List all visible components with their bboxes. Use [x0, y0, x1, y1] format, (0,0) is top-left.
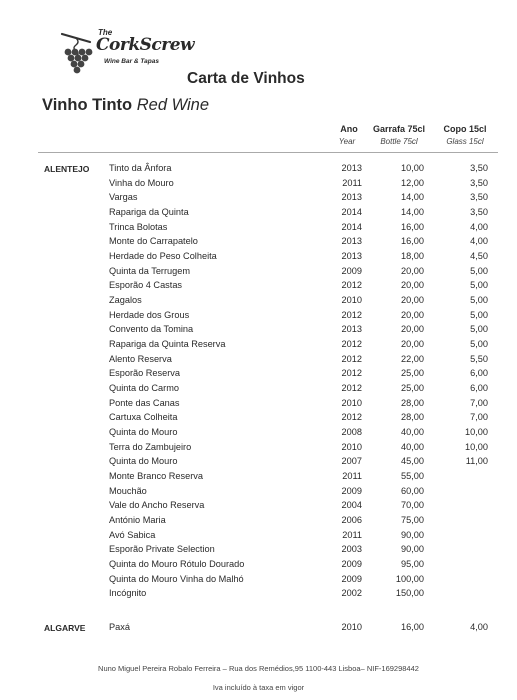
wine-year: 2013 [341, 163, 362, 173]
wine-name: Vale do Ancho Reserva [109, 500, 205, 511]
bottle-price: 60,00 [401, 485, 424, 496]
logo [56, 28, 206, 80]
wine-row [0, 398, 517, 412]
bottle-price: 20,00 [401, 265, 424, 276]
glass-price: 3,50 [470, 207, 488, 217]
wine-row [0, 339, 517, 353]
wine-row [0, 588, 517, 602]
glass-price: 5,00 [470, 295, 488, 306]
wine-row [0, 412, 517, 426]
wine-name: Mouchão [109, 485, 147, 496]
wine-name: Cartuxa Colheita [109, 412, 178, 423]
glass-price: 5,00 [470, 339, 488, 350]
wine-year: 2009 [341, 559, 362, 570]
bottle-price: 40,00 [401, 427, 424, 438]
glass-price: 10,00 [465, 441, 488, 452]
section-title [42, 96, 209, 115]
wine-name: Quinta do Carmo [109, 383, 179, 394]
wine-year: 2012 [341, 280, 362, 291]
wine-row [0, 251, 517, 265]
section-title-en: Red Wine [136, 96, 210, 114]
wine-year: 2014 [341, 207, 362, 217]
logo-name: CorkScrew [96, 35, 195, 55]
bottle-price: 75,00 [401, 515, 424, 526]
header-bottle: Garrafa 75cl [372, 124, 426, 134]
wine-row [0, 622, 517, 636]
logo-subtitle: Wine Bar & Tapas [104, 58, 159, 65]
wine-year: 2012 [341, 353, 362, 364]
wine-year: 2013 [341, 236, 362, 247]
wine-year: 2010 [341, 397, 362, 408]
wine-row [0, 559, 517, 573]
bottle-price: 20,00 [401, 295, 424, 306]
wine-year: 2011 [342, 177, 362, 188]
wine-name: Paxá [109, 622, 130, 632]
wine-row [0, 163, 517, 177]
bottle-price: 22,00 [401, 353, 424, 364]
wine-year: 2013 [341, 192, 362, 203]
glass-price: 6,00 [470, 383, 488, 394]
glass-price: 5,50 [470, 353, 488, 364]
glass-price: 5,00 [470, 265, 488, 276]
wine-name: Tinto da Ânfora [109, 163, 172, 173]
bottle-price: 20,00 [401, 309, 424, 320]
wine-name: Herdade do Peso Colheita [109, 251, 217, 262]
wine-name: Monte do Carrapatelo [109, 236, 198, 247]
bottle-price: 20,00 [401, 339, 424, 350]
section-title-pt: Vinho Tinto [42, 96, 133, 114]
wine-row [0, 442, 517, 456]
bottle-price: 150,00 [395, 588, 424, 599]
glass-price: 3,50 [470, 163, 488, 173]
grapes-corkscrew-icon [56, 28, 98, 80]
wine-row [0, 486, 517, 500]
glass-price: 7,00 [470, 397, 488, 408]
bottle-price: 28,00 [401, 412, 424, 423]
bottle-price: 55,00 [401, 471, 424, 482]
bottle-price: 45,00 [401, 456, 424, 467]
wine-year: 2010 [341, 295, 362, 306]
glass-price: 4,00 [470, 221, 488, 232]
wine-row [0, 383, 517, 397]
wine-name: Esporão 4 Castas [109, 280, 183, 291]
wine-name: Quinta do Mouro [109, 427, 178, 438]
glass-price: 5,00 [470, 324, 488, 335]
wine-name: Esporão Private Selection [109, 544, 215, 555]
bottle-price: 90,00 [401, 544, 424, 555]
wine-name: Convento da Tomina [109, 324, 194, 335]
bottle-price: 18,00 [401, 251, 424, 262]
wine-row [0, 515, 517, 529]
header-glass: Copo 15cl [443, 124, 487, 134]
wine-name: Rapariga da Quinta [109, 207, 189, 217]
wine-name: Quinta do Mouro [109, 456, 178, 467]
wine-row [0, 236, 517, 250]
wine-row [0, 280, 517, 294]
wine-name: Vinha do Mouro [109, 177, 174, 188]
glass-price: 5,00 [470, 309, 488, 320]
footer-vat-note: Iva incluído à taxa em vigor [212, 683, 305, 692]
wine-row [0, 178, 517, 192]
wine-name: António Maria [109, 515, 166, 526]
wine-name: Avó Sabica [109, 529, 156, 540]
wine-name: Incógnito [109, 588, 147, 599]
header-divider [38, 152, 498, 153]
wine-year: 2009 [341, 265, 362, 276]
wine-year: 2010 [341, 622, 362, 632]
region-label: ALENTEJO [44, 164, 90, 174]
bottle-price: 16,00 [401, 622, 424, 632]
bottle-price: 95,00 [401, 559, 424, 570]
bottle-price: 20,00 [401, 280, 424, 291]
wine-name: Terra do Zambujeiro [109, 441, 192, 452]
wine-row [0, 222, 517, 236]
wine-year: 2010 [341, 441, 362, 452]
wine-year: 2009 [341, 485, 362, 496]
wine-name: Herdade dos Grous [109, 309, 190, 320]
bottle-price: 14,00 [401, 192, 424, 203]
glass-price: 11,00 [465, 456, 488, 467]
bottle-price: 25,00 [401, 368, 424, 379]
wine-year: 2013 [341, 251, 362, 262]
wine-row [0, 456, 517, 470]
bottle-price: 16,00 [401, 221, 424, 232]
bottle-price: 90,00 [401, 529, 424, 540]
wine-row [0, 471, 517, 485]
wine-row [0, 574, 517, 588]
wine-row [0, 368, 517, 382]
wine-year: 2011 [342, 529, 362, 540]
logo-the: The [98, 28, 113, 37]
wine-row [0, 266, 517, 280]
bottle-price: 28,00 [401, 397, 424, 408]
wine-year: 2008 [341, 427, 362, 438]
wine-name: Zagalos [109, 295, 142, 306]
bottle-price: 14,00 [401, 207, 424, 217]
wine-name: Alento Reserva [109, 353, 172, 364]
wine-row [0, 295, 517, 309]
wine-name: Quinta do Mouro Rótulo Dourado [109, 559, 245, 570]
wine-row [0, 500, 517, 514]
bottle-price: 25,00 [401, 383, 424, 394]
wine-year: 2012 [341, 383, 362, 394]
region-label: ALGARVE [44, 623, 86, 633]
wine-row [0, 192, 517, 206]
glass-price: 5,00 [470, 280, 488, 291]
wine-name: Quinta do Mouro Vinha do Malhó [109, 573, 244, 584]
bottle-price: 40,00 [401, 441, 424, 452]
header-year: Ano [340, 124, 358, 134]
glass-price: 4,00 [470, 236, 488, 247]
wine-year: 2012 [341, 368, 362, 379]
glass-price: 7,00 [470, 412, 488, 423]
glass-price: 10,00 [465, 427, 488, 438]
wine-row [0, 354, 517, 368]
wine-year: 2002 [341, 588, 362, 599]
wine-year: 2009 [341, 573, 362, 584]
wine-year: 2011 [342, 471, 362, 482]
wine-row [0, 310, 517, 324]
wine-year: 2003 [341, 544, 362, 555]
wine-year: 2006 [341, 515, 362, 526]
wine-name: Vargas [109, 192, 138, 203]
glass-price: 6,00 [470, 368, 488, 379]
wine-name: Monte Branco Reserva [109, 471, 203, 482]
wine-name: Ponte das Canas [109, 397, 180, 408]
wine-year: 2007 [341, 456, 362, 467]
wine-year: 2004 [341, 500, 362, 511]
wine-name: Esporão Reserva [109, 368, 180, 379]
wine-row [0, 427, 517, 441]
wine-year: 2014 [341, 221, 362, 232]
bottle-price: 12,00 [401, 177, 424, 188]
header-glass-en: Glass 15cl [446, 137, 484, 146]
wine-row [0, 324, 517, 338]
bottle-price: 16,00 [401, 236, 424, 247]
glass-price: 4,00 [470, 622, 488, 632]
bottle-price: 20,00 [401, 324, 424, 335]
bottle-price: 70,00 [401, 500, 424, 511]
wine-name: Trinca Bolotas [109, 221, 168, 232]
wine-year: 2013 [341, 324, 362, 335]
footer-address: Nuno Miguel Pereira Robalo Ferreira – Rua dos Remédios,95 1100-443 Lisboa– NIF-169298442 [98, 664, 419, 673]
wine-name: Quinta da Terrugem [109, 265, 191, 276]
header-bottle-en: Bottle 75cl [380, 137, 418, 146]
wine-year: 2012 [341, 309, 362, 320]
wine-name: Rapariga da Quinta Reserva [109, 339, 226, 350]
wine-year: 2012 [341, 412, 362, 423]
bottle-price: 10,00 [401, 163, 424, 173]
wine-year: 2012 [341, 339, 362, 350]
wine-row [0, 207, 517, 221]
wine-row [0, 544, 517, 558]
glass-price: 3,50 [470, 177, 488, 188]
glass-price: 4,50 [470, 251, 488, 262]
bottle-price: 100,00 [395, 573, 424, 584]
glass-price: 3,50 [470, 192, 488, 203]
wine-row [0, 530, 517, 544]
header-year-en: Year [338, 137, 356, 146]
menu-title: Carta de Vinhos [187, 70, 305, 87]
